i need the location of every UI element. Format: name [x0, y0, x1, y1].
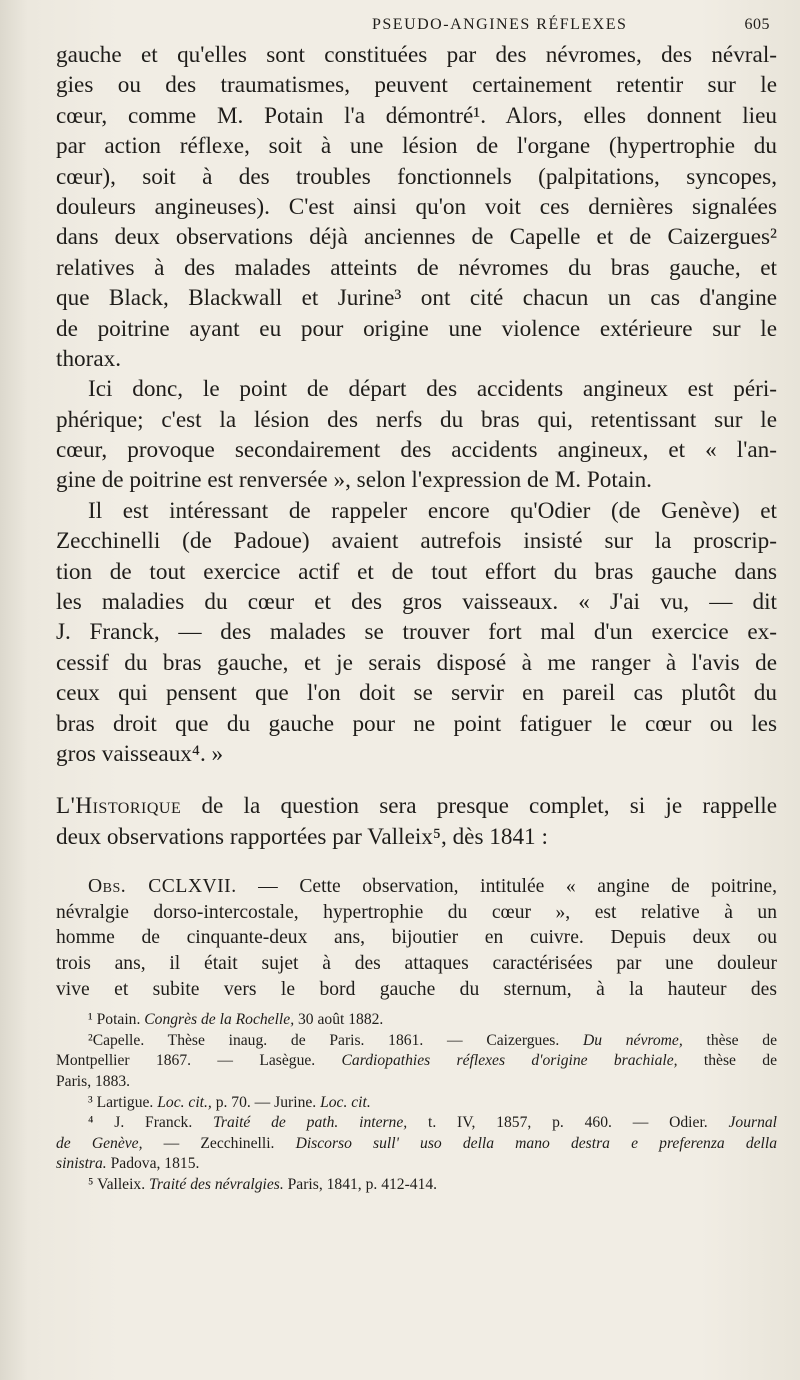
text-line: Zecchinelli (de Padoue) avaient autrefois insisté sur la proscrip- [56, 528, 777, 555]
footnote-4-line-2 [56, 1134, 777, 1155]
text-segment: Potain. [96, 1011, 145, 1029]
text-line: névralgie dorso-intercostale, hypertrophie du cœur », est relative à un [56, 901, 777, 923]
text-segment: p. 70. — Jurine. [211, 1093, 321, 1111]
italic-title: Loc. cit., [157, 1093, 212, 1111]
text-segment: Capelle. Thèse inaug. de Paris. 1861. — Caizergues. [92, 1031, 583, 1049]
text-line: cœur), soit à des troubles fonctionnels (palpitations, syncopes, [56, 163, 777, 190]
footnote-2 [56, 1031, 777, 1052]
text-line: cœur, comme M. Potain l'a démontré¹. Alors, elles donnent lieu [56, 102, 777, 129]
italic-title: Traité des névralgies. [149, 1175, 284, 1193]
text-line: cessif du bras gauche, et je serais disposé à me ranger à l'avis de [56, 649, 777, 676]
running-title: PSEUDO-ANGINES RÉFLEXES [372, 16, 628, 33]
footnote-mark: ⁴ [88, 1114, 94, 1132]
text-line: J. Franck, — des malades se trouver fort mal d'un exercice ex- [56, 619, 777, 646]
text-line: phérique; c'est la lésion des nerfs du bras qui, retentissant sur le [56, 406, 777, 433]
text-line: bras droit que du gauche pour ne point fatiguer le cœur ou les [56, 710, 777, 737]
paragraph-3 [56, 496, 777, 770]
text-line: trois ans, il était sujet à des attaques caractérisées par une douleur [56, 952, 777, 974]
text-line [56, 791, 777, 821]
text-line: Il est intéressant de rappeler encore qu'Odier (de Genève) et [88, 497, 777, 524]
footnote-mark: ² [88, 1031, 93, 1049]
text-line: par action réflexe, soit à une lésion de l'organe (hypertrophie du [56, 133, 777, 160]
text-line: Ici donc, le point de départ des accidents angineux est péri- [88, 376, 777, 403]
text-segment: Valleix. [97, 1175, 150, 1193]
italic-title: Journal [728, 1114, 777, 1132]
text-line: que Black, Blackwall et Jurine³ ont cité chacun un cas d'angine [56, 285, 777, 312]
italic-title: Du névrome, [582, 1031, 683, 1049]
historique-smallcaps: L'Historique [56, 793, 182, 820]
text-segment: J. Franck. [114, 1114, 214, 1132]
text-line: thorax. [56, 345, 122, 372]
footnote-1 [56, 1010, 777, 1031]
text-segment: de la question sera presque complet, si je rappelle [181, 793, 777, 820]
page-number: 605 [744, 16, 770, 33]
text-segment: thèse de [677, 1052, 777, 1070]
text-line: tion de tout exercice actif et de tout effort du bras gauche dans [56, 558, 777, 585]
text-line: dans deux observations déjà anciennes de Capelle et de Caizergues² [56, 224, 777, 251]
text-segment: 30 août 1882. [294, 1011, 384, 1029]
main-text [56, 40, 777, 1195]
observation-label: Obs. CCLXVII. [88, 876, 237, 898]
text-line: gies ou des traumatismes, peuvent certainement retentir sur le [56, 72, 777, 99]
italic-title: sinistra. [56, 1155, 107, 1173]
text-line: deux observations rapportées par Valleix⁵, dès 1841 : [56, 823, 548, 850]
text-segment: thèse de [682, 1031, 777, 1049]
footnote-4-line-3 [56, 1154, 777, 1175]
footnote-3 [56, 1093, 777, 1114]
text-segment: t. IV, 1857, p. 460. — Odier. [407, 1114, 729, 1132]
text-segment: — Cette observation, intitulée « angine de poitrine, [236, 876, 777, 898]
footnote-2-line-3: Paris, 1883. [56, 1072, 131, 1090]
footnote-5 [56, 1175, 777, 1196]
paragraph-1 [56, 40, 777, 374]
text-line: vive et subite vers le bord gauche du sternum, à la hauteur des [56, 978, 777, 1000]
paragraph-4 [56, 791, 777, 852]
text-line: ceux qui pensent que l'on doit se servir en pareil cas plutôt du [56, 680, 777, 707]
footnote-spacer [56, 1002, 777, 1010]
italic-title: Loc. cit. [320, 1093, 371, 1111]
paragraph-2 [56, 374, 777, 496]
text-segment: — Zecchinelli. [142, 1134, 296, 1152]
text-line: douleurs angineuses). C'est ainsi qu'on voit ces dernières signalées [56, 193, 777, 220]
running-header [368, 8, 780, 42]
text-line: relatives à des malades atteints de névromes du bras gauche, et [56, 254, 777, 281]
italic-title: Congrès de la Rochelle, [144, 1011, 295, 1029]
paragraph-spacer [56, 852, 777, 874]
text-line: les maladies du cœur et des gros vaisseaux. « J'ai vu, — dit [56, 589, 777, 616]
footnote-mark: ¹ [88, 1011, 93, 1029]
text-line: gauche et qu'elles sont constituées par des névromes, des névral- [56, 42, 777, 68]
footnote-2-line-2 [56, 1051, 777, 1072]
italic-title: de Genève, [56, 1134, 143, 1152]
italic-title: Cardiopathies réflexes d'origine brachiale, [341, 1052, 678, 1070]
italic-title: Traité de path. interne, [213, 1114, 408, 1132]
observation-block [56, 874, 777, 1002]
footnote-mark: ³ [88, 1093, 93, 1111]
text-segment: Paris, 1841, p. 412-414. [283, 1175, 438, 1193]
italic-title: Discorso sull' uso della mano destra e preferenza della [295, 1134, 778, 1152]
text-segment: Lartigue. [96, 1093, 158, 1111]
text-line [56, 874, 777, 900]
text-line: homme de cinquante-deux ans, bijoutier en cuivre. Depuis deux ou [56, 927, 777, 949]
footnote-mark: ⁵ [88, 1175, 94, 1193]
footnotes [56, 1010, 777, 1195]
text-segment: Padova, 1815. [106, 1155, 200, 1173]
footnote-4 [56, 1113, 777, 1134]
text-line: gros vaisseaux⁴. » [56, 740, 224, 767]
text-line: cœur, provoque secondairement des accidents angineux, et « l'an- [56, 437, 777, 464]
text-line: gine de poitrine est renversée », selon l'expression de M. Potain. [56, 467, 652, 494]
text-segment: Montpellier 1867. — Lasègue. [56, 1052, 342, 1070]
text-line: de poitrine ayant eu pour origine une violence extérieure sur le [56, 315, 777, 342]
paragraph-spacer [56, 769, 777, 791]
